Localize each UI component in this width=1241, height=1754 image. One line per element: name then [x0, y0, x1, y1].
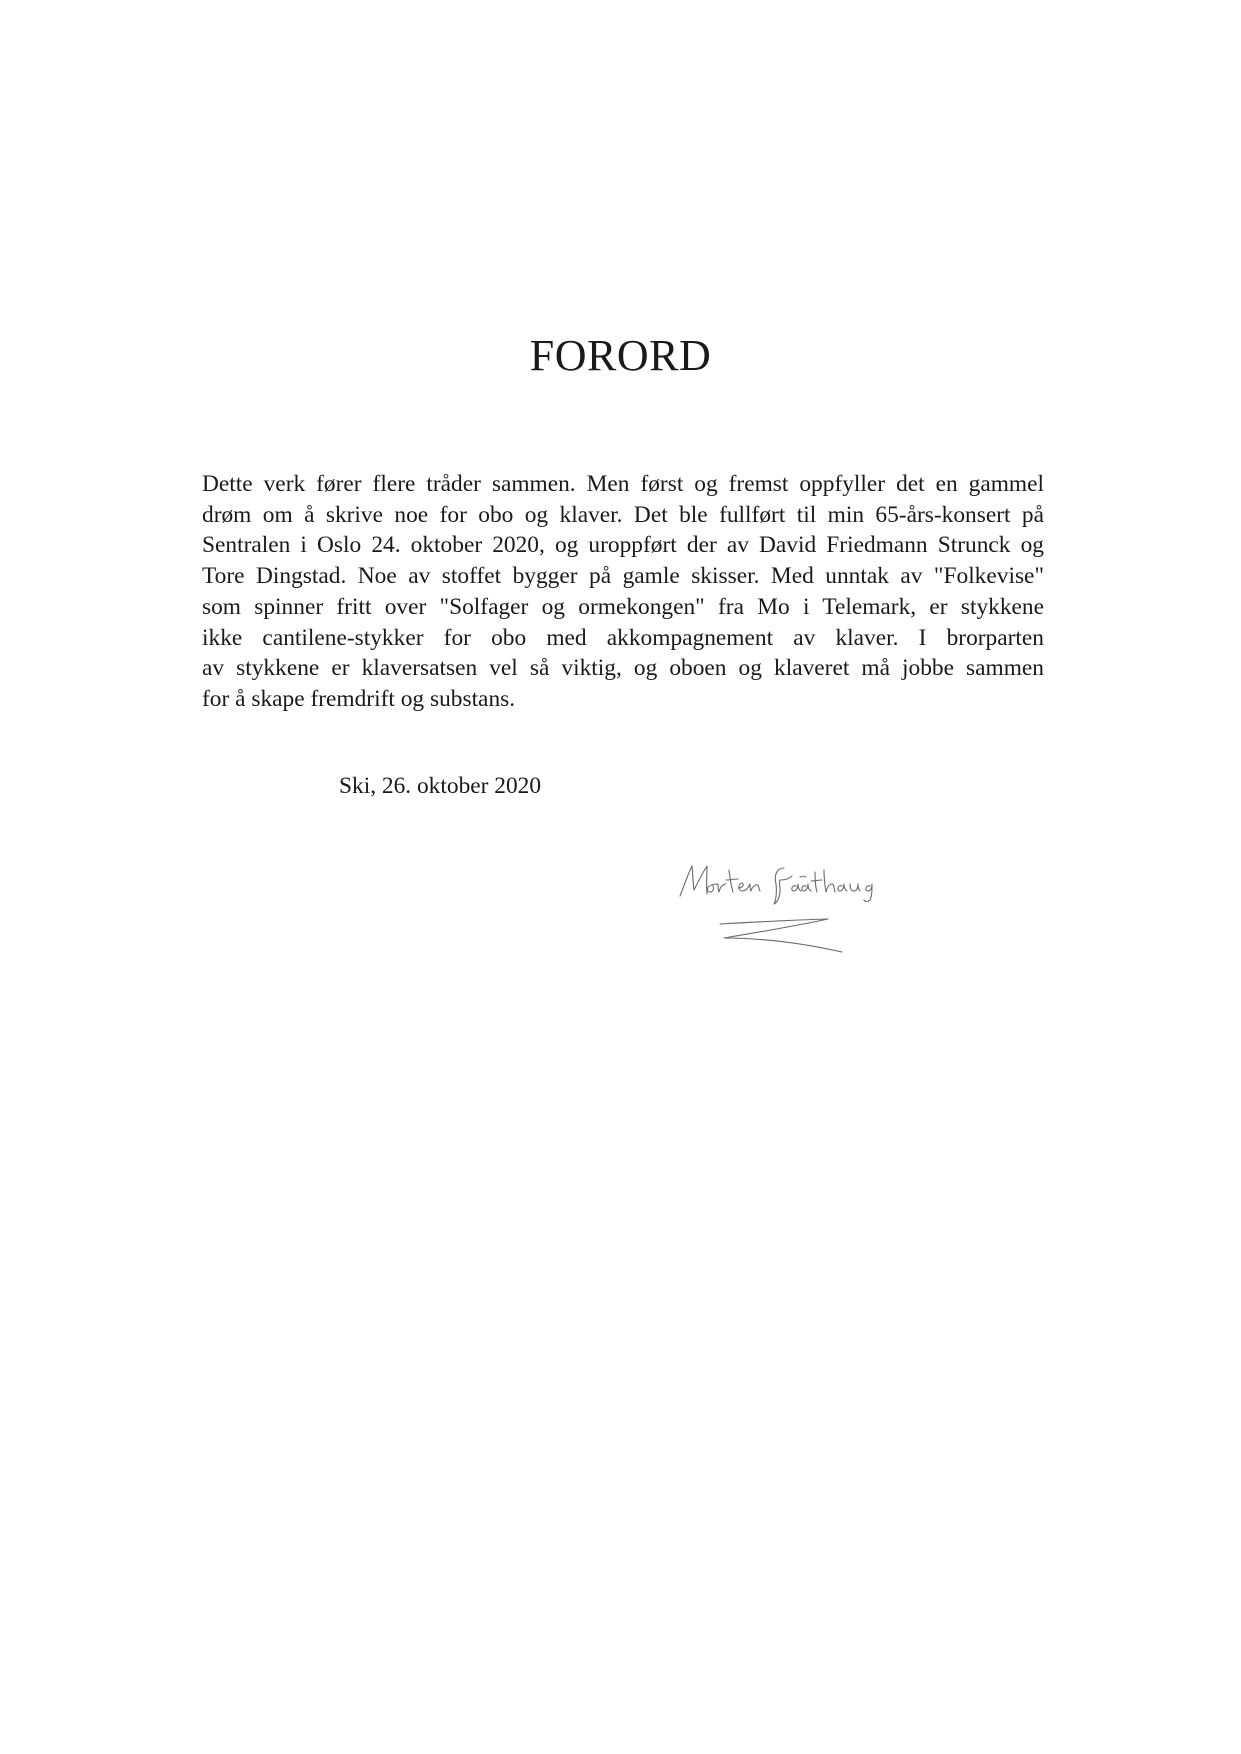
body-line: Dette verk fører flere tråder sammen. Men først og fremst oppfyller det en gammel	[202, 471, 1044, 497]
body-line: av stykkene er klaversatsen vel så viktig, og oboen og klaveret må jobbe sammen	[202, 655, 1044, 682]
body-line: som spinner fritt over "Solfager og ormekongen" fra Mo i Telemark, er stykkene	[202, 593, 1044, 620]
body-line: drøm om å skrive noe for obo og klaver. Det ble fullført til min 65-års-konsert på	[202, 501, 1044, 528]
handwritten-signature	[676, 862, 880, 968]
page-title: FORORD	[529, 331, 712, 380]
place-and-date: Ski, 26. oktober 2020	[339, 773, 542, 799]
preface-body	[202, 469, 1044, 715]
body-line: ikke cantilene-stykker for obo med akkompagnement av klaver. I brorparten	[202, 624, 1044, 651]
body-line: Sentralen i Oslo 24. oktober 2020, og uroppført der av David Friedmann Strunck og	[202, 532, 1044, 559]
body-line: Tore Dingstad. Noe av stoffet bygger på gamle skisser. Med unntak av "Folkevise"	[202, 563, 1044, 590]
body-line: for å skape fremdrift og substans.	[202, 685, 516, 712]
